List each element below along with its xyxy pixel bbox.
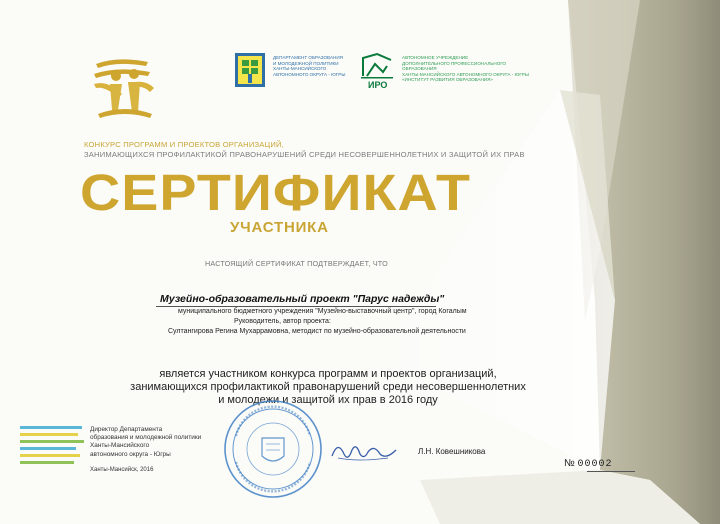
iro-label: ИРО (368, 80, 388, 90)
director-line: Директор Департамента (90, 426, 163, 433)
iro-name (402, 55, 532, 83)
department-line: И МОЛОДЕЖНОЙ ПОЛИТИКИ (273, 60, 339, 66)
project-leader-label: Руководитель, автор проекта: (234, 318, 331, 325)
department-line: ХАНТЫ-МАНСИЙСКОГО (273, 66, 327, 72)
official-seal (222, 398, 324, 500)
participation-statement (108, 368, 548, 407)
city-year: Ханты-Мансийск, 2016 (90, 467, 154, 473)
certificate-subtitle: УЧАСТНИКА (230, 219, 329, 236)
statement-line: является участником конкурса программ и проектов организаций, (159, 368, 497, 380)
certificate-number (564, 458, 613, 470)
contest-logo (88, 54, 160, 126)
director-line: Ханты-Мансийского (90, 442, 150, 450)
iro-line: ДОПОЛНИТЕЛЬНОГО ПРОФЕССИОНАЛЬНОГО ОБРАЗОВАНИЯ (402, 60, 507, 72)
department-emblem (234, 52, 266, 88)
project-title: Музейно-образовательный проект "Парус надежды" (160, 293, 445, 305)
director-line: автономного округа - Югры (90, 450, 171, 458)
department-line: АВТОНОМНОГО ОКРУГА - ЮГРЫ (273, 71, 346, 77)
project-underline (156, 306, 436, 307)
statement-line: и молодежи и защитой их прав в 2016 году (218, 394, 438, 406)
project-leader-name: Султангирова Регина Мухаррамовна, методист по музейно-образовательной деятельности (168, 328, 466, 335)
project-organization: муниципального бюджетного учреждения "Музейно-выставочный центр", город Когалым (178, 308, 467, 315)
director-title (90, 426, 220, 459)
iro-line: АВТОНОМНОЕ УЧРЕЖДЕНИЕ (402, 55, 469, 60)
handwritten-signature (328, 436, 400, 466)
iro-line: «ИНСТИТУТ РАЗВИТИЯ ОБРАЗОВАНИЯ» (402, 77, 493, 83)
contest-title-line2: ЗАНИМАЮЩИХСЯ ПРОФИЛАКТИКОЙ ПРАВОНАРУШЕНИЙ СРЕДИ НЕСОВЕРШЕННОЛЕТНИХ И ЗАЩИТОЙ ИХ ПРАВ (84, 150, 525, 159)
color-stripes-decoration (20, 424, 86, 468)
number-label: № (564, 458, 575, 469)
signer-name: Л.Н. Ковешникова (418, 447, 486, 456)
certificate-confirm-text: НАСТОЯЩИЙ СЕРТИФИКАТ ПОДТВЕРЖДАЕТ, ЧТО (205, 259, 388, 268)
contest-title-line1: КОНКУРС ПРОГРАММ И ПРОЕКТОВ ОРГАНИЗАЦИЙ, (84, 140, 284, 149)
number-value: 00002 (577, 459, 613, 470)
department-line: ДЕПАРТАМЕНТ ОБРАЗОВАНИЯ (273, 55, 343, 60)
certificate-title: СЕРТИФИКАТ (80, 164, 472, 221)
department-name (273, 55, 353, 77)
director-line: образования и молодежной политики (90, 434, 202, 442)
iro-line: ХАНТЫ-МАНСИЙСКОГО АВТОНОМНОГО ОКРУГА - ЮГРЫ (402, 71, 529, 77)
number-underline (587, 471, 635, 472)
statement-line: занимающихся профилактикой правонарушений среди несовершеннолетних (130, 381, 526, 393)
